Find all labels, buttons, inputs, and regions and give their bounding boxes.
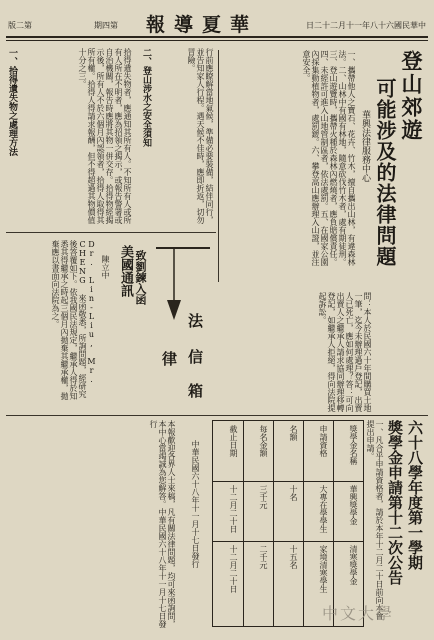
scholarship-title-line2: 獎學金申請第十二次公告 [386,420,404,585]
scholarship-table [212,420,364,627]
legal-mailbox-box [152,240,214,410]
mid-article-body: 問：本人於民國六十年間購買土地一筆，迄今未辦理過戶登記，出賣人已死亡，應如何處理？答：可向出賣人之繼承人請求協同辦理移轉登記，如繼承人拒絕，得向法院提起訴訟。 [318,292,372,412]
table-cell: 十名 [289,485,298,501]
left-article-title: 一、拾得遺失物之處理方法 [7,48,17,156]
scholarship-intro: 一、凡合乎申請資格者，請於本年十二月二十日前向本會提出申請。 [366,420,384,620]
mailbox-char-3: 信 [188,348,204,366]
bottom-left-body: 本報歡迎各界人士來稿，凡有關法律問題，均可來函詢問，本中心當竭誠為您解答。中華民國六十八年十一月十七日發行 [149,420,176,628]
table-header-4: 每名金額 [259,425,268,457]
mailbox-char-2: 律 [162,350,178,368]
newspaper-title: 報導夏華 [146,14,259,36]
horizontal-divider [6,232,216,233]
issue-number: 期四第 [94,21,118,30]
page-number: 版二第 [8,21,32,30]
mailbox-char-1: 法 [188,312,204,330]
table-cell: 三千元 [259,485,268,509]
publication-date: 日二十二月十一年八十六國民華中 [306,21,426,30]
letter-body: Dr. Lin-Liu, Mr. CHENG 來函敬悉，所詢問題，經研究後答覆如下。依我國民法規定，繼承人得於知悉其得繼承之時起三個月內拋棄其繼承權，拋棄應以書面向法院為之。 [51,240,96,400]
mailbox-char-4: 箱 [188,382,204,400]
table-cell: 家境清寒學生 [319,545,328,593]
main-article-byline: 華興法律服務中心 [360,110,370,182]
table-row-1: 華興獎學金 [349,485,358,525]
newspaper-header [6,8,428,38]
plumb-bob-icon [152,240,214,410]
table-cell: 十五名 [289,545,298,569]
table-header-2: 申請資格 [319,425,328,457]
watermark-stamp: 中文大學 [321,604,394,623]
letter-subtitle: 致劉鍊入函 [134,250,147,305]
main-article-body: 一、攜帶他人之寶石、花卉、竹木，擅自攜出山林，有違森林法。二、山林中有國有林地，隨意砍伐竹木者，處有期徒刑。三、登山遊覽時，攜帶火種於森林內燃燒者，應負賠償責任。四、未經許可進入山地管制區者，依法處罰。五、在國家公園內採集動植物者，處罰鍰。六、攀登高山應辦理入山證，並注意安全。 [302,50,356,266]
bottom-left-footer: 中華民國六十八年十一月十七日發行 [191,440,200,568]
table-header-3: 名額 [289,425,298,441]
main-article-title-line2: 可能涉及的法律問題 [373,78,397,267]
letter-title: 美國通訊 [118,245,133,297]
letter-author: 陳立中 [101,255,110,279]
table-header-1: 獎學金名稱 [349,425,358,465]
column-divider [218,50,219,282]
table-cell: 大專在學學生 [319,485,328,533]
table-cell: 十二月二十日 [229,545,238,593]
table-cell: 十二月二十日 [229,485,238,533]
table-row-2: 清寒獎學金 [349,545,358,585]
left-article-body: 拾得遺失物者，應通知其所有人。不知所有人或所有人所在不明者，應為招領之揭示，或報告警署或自治機關，報告時應將其物一併交存。拾得物經揭示後，所有人不於六個月內認領者，拾得人取得其所有權。拾得人得請求報酬，但不得超過其物價值十分之三。 [78,48,132,224]
lower-left-title: 二、登山涉水之安全須知 [141,48,151,147]
table-header-5: 截止日期 [229,425,238,457]
lower-left-body: 行前應瞭解當地氣候，準備必要裝備，結伴同行，並告知家人行程。遇天候不佳時，應即折返，切勿冒險。 [187,48,214,224]
scholarship-title-line1: 六十八學年度第一學期 [406,420,424,570]
horizontal-divider-lower [6,415,428,416]
main-article-title-line1: 登山郊遊 [399,50,424,142]
table-cell: 二千元 [259,545,268,569]
